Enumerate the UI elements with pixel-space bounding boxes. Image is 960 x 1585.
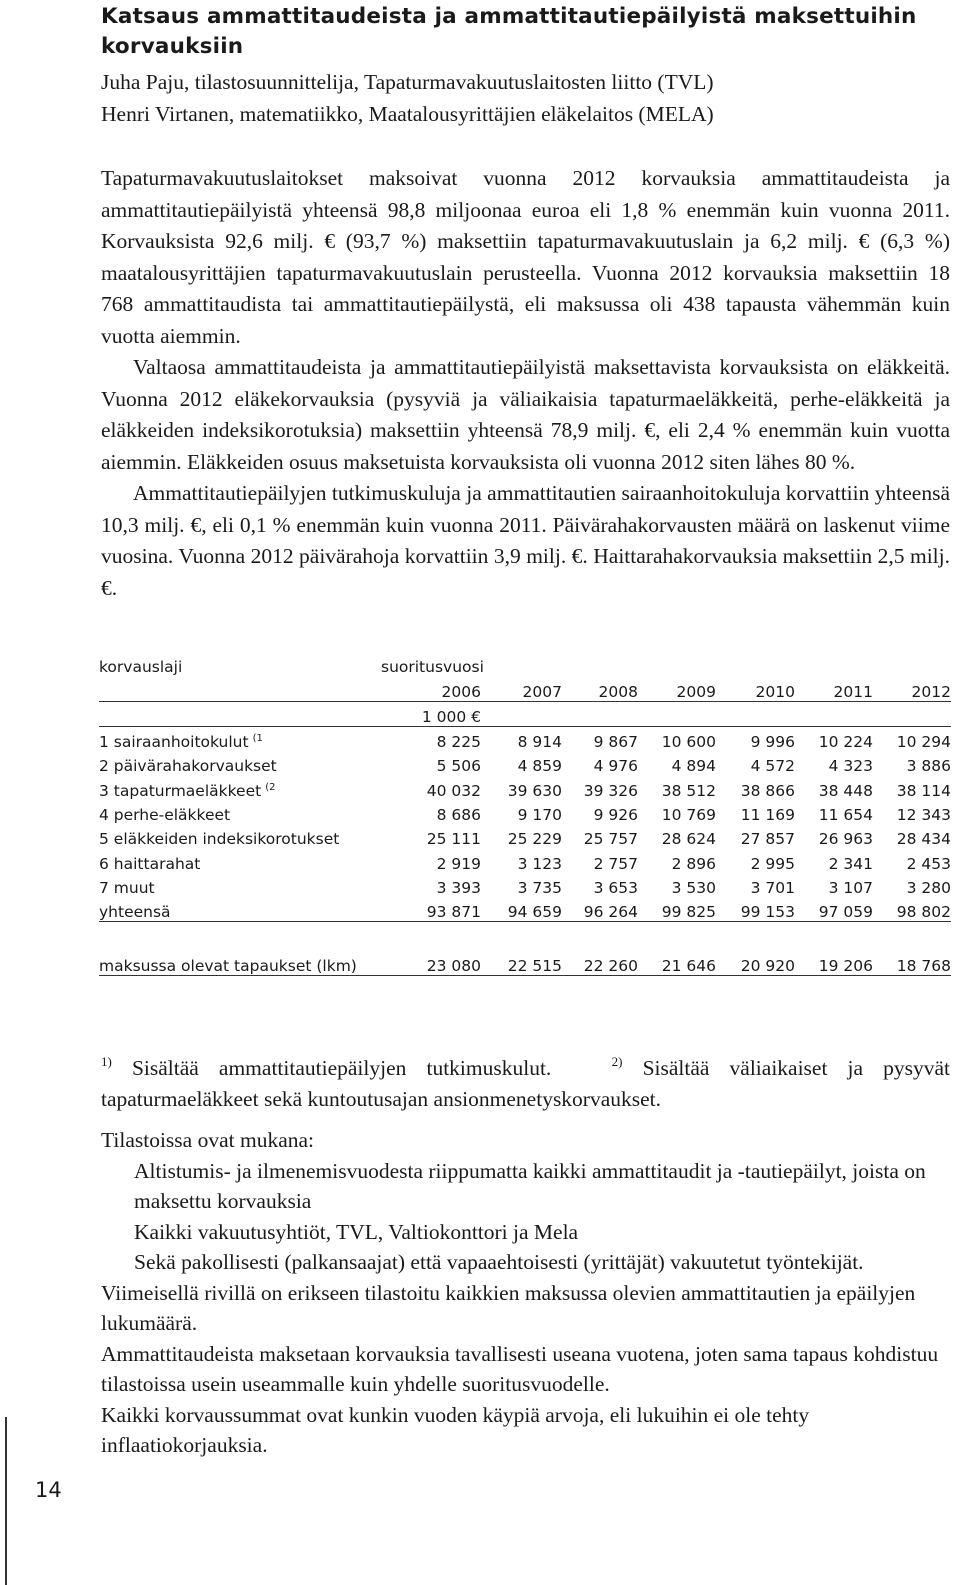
table-cell: 25 229: [507, 830, 562, 849]
table-cell: 19 206: [795, 950, 873, 975]
table-cell: 9 926: [593, 806, 638, 825]
table-cell: 3 653: [593, 878, 638, 897]
table-cell: 25 757: [583, 830, 638, 849]
row-label-text: maksussa olevat tapaukset (lkm): [99, 956, 357, 975]
row-label: [99, 950, 381, 975]
list-item: Kaikki vakuutusyhtiöt, TVL, Valtiokonttori ja Mela: [134, 1219, 579, 1244]
table-cell: 94 659: [481, 897, 562, 922]
table-cell: 3 701: [750, 878, 795, 897]
table-cell: 39 326: [583, 781, 638, 800]
table-row: [99, 775, 951, 799]
footnote-text: Sisältää väliaikaiset ja pysyvät tapaturmaeläkkeet sekä kuntoutusajan ansionmenetyskorvaukset.: [101, 1056, 951, 1111]
table-cell: 38 448: [818, 781, 873, 800]
table-row: [99, 873, 951, 897]
table-cell: 38 512: [661, 781, 716, 800]
table-cell: 3 280: [906, 878, 951, 897]
footnotes: [101, 1046, 950, 1115]
footnote-ref: (1: [252, 733, 263, 745]
table-cell: 2 896: [671, 854, 716, 873]
table-cell: 4 976: [593, 757, 638, 776]
list-item: Altistumis- ja ilmenemisvuodesta riippumatta kaikki ammattitaudit ja -tautiepäilyt, joista on maksettu korvauksia: [134, 1158, 926, 1213]
table-cell: 8 686: [436, 806, 481, 825]
table-cell: 3 393: [436, 878, 481, 897]
year-header: 2011: [795, 676, 873, 701]
row-label: [99, 897, 381, 922]
body-text: [101, 163, 950, 604]
table-row: [99, 726, 951, 751]
table-cell: 4 323: [828, 757, 873, 776]
row-label: [99, 751, 381, 775]
table-cell: 12 343: [896, 806, 951, 825]
row-label-text: 1 sairaanhoitokulut: [99, 733, 249, 752]
table-cell: 38 114: [896, 781, 951, 800]
table-cell: 27 857: [740, 830, 795, 849]
table-cell: 22 515: [481, 950, 562, 975]
table-cell: 26 963: [818, 830, 873, 849]
compensation-table: [99, 652, 951, 976]
authors: [101, 66, 951, 130]
row-label-text: 4 perhe-eläkkeet: [99, 806, 231, 825]
table-cell: 98 802: [873, 897, 951, 922]
table-cell: 10 294: [896, 733, 951, 752]
table-cell: 18 768: [873, 950, 951, 975]
table-row: [99, 848, 951, 872]
page-number: 14: [35, 1478, 62, 1502]
footnote-text: Sisältää ammattitautiepäilyjen tutkimuskulut.: [131, 1056, 552, 1080]
table-cell: 9 996: [750, 733, 795, 752]
year-header: 2007: [481, 676, 562, 701]
table-cell: 2 341: [828, 854, 873, 873]
table-row: [99, 751, 951, 775]
table-cell: 4 572: [750, 757, 795, 776]
table-cell: 2 919: [436, 854, 481, 873]
row-label: [99, 726, 381, 751]
author-line: Juha Paju, tilastosuunnittelija, Tapaturmavakuutuslaitosten liitto (TVL): [101, 70, 714, 94]
table-cell: 97 059: [795, 897, 873, 922]
table-cell: 3 735: [517, 878, 562, 897]
row-label: [99, 824, 381, 848]
footnote-marker: 2): [611, 1054, 623, 1069]
cases-row: [99, 950, 951, 975]
table-cell: 10 600: [661, 733, 716, 752]
row-label: [99, 848, 381, 872]
table-cell: 28 434: [896, 830, 951, 849]
table-cell: 93 871: [381, 897, 481, 922]
table-row: [99, 824, 951, 848]
year-header-row: [99, 676, 951, 701]
table-cell: 3 123: [517, 854, 562, 873]
table-cell: 22 260: [562, 950, 638, 975]
paragraph: Ammattitaudeista maksetaan korvauksia tavallisesti useana vuotena, joten sama tapaus kohdistuu tilastoissa usein useammalle kuin yhdelle suoritusvuodelle.: [101, 1341, 939, 1396]
notes-section: [101, 1125, 950, 1461]
year-header: 2012: [873, 676, 951, 701]
table-cell: 3 530: [671, 878, 716, 897]
table-cell: 23 080: [381, 950, 481, 975]
author-line: Henri Virtanen, matematiikko, Maatalousyrittäjien eläkelaitos (MELA): [101, 102, 714, 126]
table-cell: 5 506: [436, 757, 481, 776]
paragraph: Viimeisellä rivillä on erikseen tilastoitu kaikkien maksussa olevien ammattitautien ja epäilyjen lukumäärä.: [101, 1280, 916, 1335]
table-cell: 2 453: [906, 854, 951, 873]
table-cell: 20 920: [716, 950, 795, 975]
paragraph: Tapaturmavakuutuslaitokset maksoivat vuonna 2012 korvauksia ammattitaudeista ja ammattitautiepäilyistä yhteensä 98,8 miljoonaa euroa eli 1,8 % enemmän kuin vuonna 2011. Korvauksista 92,6 milj. € (93,7 %) maksettiin tapaturmavakuutuslain ja 6,2 milj. € (6,3 %) maatalousyrittäjien tapaturmavakuutuslain perusteella. Vuonna 2012 korvauksia maksettiin 18 768 ammattitaudista tai ammattitautiepäilystä, eli maksussa oli 438 tapausta vähemmän kuin vuotta aiemmin.: [101, 166, 950, 348]
page-title: Katsaus ammattitaudeista ja ammattitautiepäilyistä maksettuihin korvauksiin: [101, 4, 917, 59]
year-header: 2008: [562, 676, 638, 701]
row-label: [99, 775, 381, 799]
row-label-text: yhteensä: [99, 903, 171, 922]
table-cell: 8 225: [436, 733, 481, 752]
row-label-text: 5 eläkkeiden indeksikorotukset: [99, 830, 340, 849]
table-cell: 21 646: [638, 950, 716, 975]
table-cell: 38 866: [740, 781, 795, 800]
table-cell: 4 894: [671, 757, 716, 776]
table-cell: 99 825: [638, 897, 716, 922]
table-row: [99, 800, 951, 824]
year-header: 2009: [638, 676, 716, 701]
table-cell: 25 111: [426, 830, 481, 849]
table-cell: 11 654: [818, 806, 873, 825]
table-cell: 28 624: [661, 830, 716, 849]
total-row: [99, 897, 951, 922]
table-cell: 4 859: [517, 757, 562, 776]
unit-label: 1 000 €: [381, 701, 481, 726]
footnote-marker: 1): [101, 1054, 112, 1069]
row-label-text: 3 tapaturmaeläkkeet: [99, 781, 262, 800]
table-cell: 2 995: [750, 854, 795, 873]
row-label-text: 7 muut: [99, 878, 155, 897]
table-cell: 10 769: [661, 806, 716, 825]
table-cell: 99 153: [716, 897, 795, 922]
paragraph: Kaikki korvaussummat ovat kunkin vuoden käypiä arvoja, eli lukuihin ei ole tehty inflaatiokorjauksia.: [101, 1402, 810, 1457]
footnote-ref: (2: [265, 781, 276, 793]
column-header-type: korvauslaji: [99, 658, 183, 677]
table-cell: 96 264: [562, 897, 638, 922]
table-cell: 39 630: [507, 781, 562, 800]
column-header-period: suoritusvuosi: [381, 658, 484, 677]
paragraph: Valtaosa ammattitaudeista ja ammattitautiepäilyistä maksettavista korvauksista on eläkkeitä. Vuonna 2012 eläkekorvauksia (pysyviä ja väliaikaisia tapaturmaeläkkeitä, perhe-eläkkeitä ja eläkkeiden indeksikorotuksia) maksettiin yhteensä 78,9 milj. €, eli 2,4 % enemmän kuin vuotta aiemmin. Eläkkeiden osuus maksetuista korvauksista oli vuonna 2012 siten lähes 80 %.: [101, 355, 950, 474]
table-cell: 3 107: [828, 878, 873, 897]
notes-intro: Tilastoissa ovat mukana:: [101, 1128, 315, 1152]
page-margin-rule: [5, 1417, 7, 1585]
table-cell: 9 867: [593, 733, 638, 752]
row-label: [99, 800, 381, 824]
row-label-text: 6 haittarahat: [99, 854, 201, 873]
table-cell: 10 224: [818, 733, 873, 752]
year-header: 2010: [716, 676, 795, 701]
paragraph: Ammattitautiepäilyjen tutkimuskuluja ja ammattitautien sairaanhoitokuluja korvattiin yhteensä 10,3 milj. €, eli 0,1 % enemmän kuin vuonna 2011. Päivärahakorvausten määrä on laskenut viime vuosina. Vuonna 2012 päivärahoja korvattiin 3,9 milj. €. Haittarahakorvauksia maksettiin 2,5 milj. €.: [101, 481, 950, 600]
table-cell: 2 757: [593, 854, 638, 873]
list-item: Sekä pakollisesti (palkansaajat) että vapaaehtoisesti (yrittäjät) vakuutetut työntekijät.: [134, 1250, 864, 1274]
table-cell: 11 169: [740, 806, 795, 825]
table-cell: 9 170: [517, 806, 562, 825]
table-cell: 3 886: [906, 757, 951, 776]
table-cell: 8 914: [517, 733, 562, 752]
year-header: 2006: [381, 676, 481, 701]
table-cell: 40 032: [426, 781, 481, 800]
row-label: [99, 873, 381, 897]
row-label-text: 2 päivärahakorvaukset: [99, 757, 277, 776]
